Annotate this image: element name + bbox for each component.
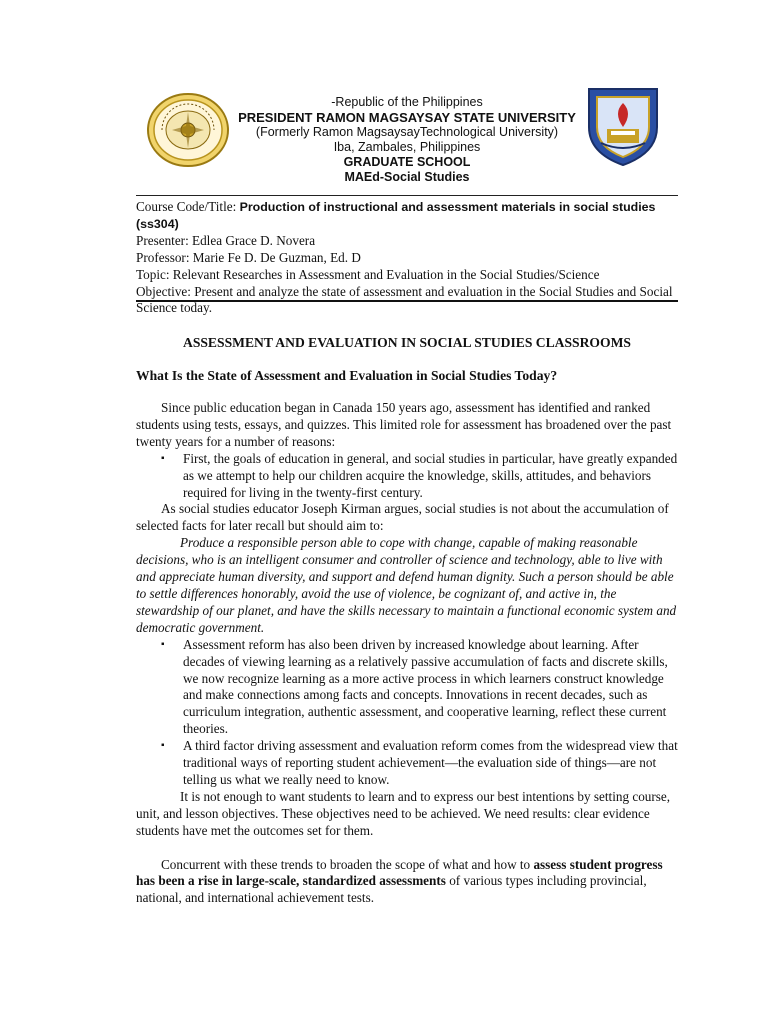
republic-line: -Republic of the Philippines <box>331 95 483 109</box>
professor-line: Professor: Marie Fe D. De Guzman, Ed. D <box>136 249 361 265</box>
university-name: PRESIDENT RAMON MAGSAYSAY STATE UNIVERSITY <box>238 110 576 125</box>
header-divider <box>136 195 678 196</box>
paragraph-3: It is not enough to want students to learn and to express our best intentions by setting course, unit, and lesson objectives. These objectives need to be achieved. We need results: clear evidence students have met the outcomes set for them. <box>136 788 671 838</box>
bullet-list-2 <box>136 637 681 789</box>
university-seal-logo <box>146 92 230 168</box>
graduate-school-shield-logo <box>583 83 663 167</box>
school-name: GRADUATE SCHOOL <box>343 155 471 169</box>
presenter-line: Presenter: Edlea Grace D. Novera <box>136 232 316 248</box>
program-name: MAEd-Social Studies <box>344 170 470 184</box>
bullet-icon: ▪ <box>161 740 165 752</box>
letterhead <box>232 95 582 185</box>
paragraph-2: As social studies educator Joseph Kirman argues, social studies is not about the accumulation of selected facts for later recall but should aim to: <box>136 501 669 534</box>
bullet-item-2 <box>136 637 681 738</box>
kirman-quote: Produce a responsible person able to cope with change, capable of making reasonable decisions, who is an intelligent consumer and controller of science and technology, able to live with and appreciate human diversity, and support and defend human dignity. Such a person should be able to settle differences honorably, avoid the use of violence, be cognizant of, and active in, the stewardship of our planet, and have the skills necessary to maintain a functional economic system and democratic government. <box>136 535 677 635</box>
paragraph-4 <box>136 857 681 908</box>
document-body <box>136 400 681 907</box>
document-title: ASSESSMENT AND EVALUATION IN SOCIAL STUDIES CLASSROOMS <box>183 335 631 350</box>
bullet-text-1: First, the goals of education in general, and social studies in particular, have greatly expanded as we attempt to help our children acquire the knowledge, skills, attitudes, and behaviors required for living in the twenty-first century. <box>183 450 678 500</box>
bullet-list-1 <box>136 451 681 502</box>
location-line: Iba, Zambales, Philippines <box>333 140 481 154</box>
bullet-icon: ▪ <box>161 452 165 464</box>
formerly-line: (Formerly Ramon MagsaysayTechnological University) <box>255 125 559 139</box>
course-title: Production of instructional and assessment materials in social studies (ss304) <box>136 200 656 231</box>
course-line <box>136 199 681 233</box>
paragraph-gap <box>136 840 681 857</box>
course-label: Course Code/Title: <box>136 199 240 214</box>
bullet-text-2: Assessment reform has also been driven by increased knowledge about learning. After decades of viewing learning as a relatively passive accumulation of facts and discrete skills, we now recognize learning as a more active process in which learners construct knowledge and make connections among facts and concepts. Innovations in recent decades, such as curriculum integration, authentic assessment, and cooperative learning, reflect these current theories. <box>183 636 668 737</box>
bullet-item-1 <box>136 451 681 502</box>
paragraph-4-start: Concurrent with these trends to broaden the scope of what and how to <box>161 856 534 872</box>
bullet-text-3: A third factor driving assessment and evaluation reform comes from the widespread view that traditional ways of reporting student achievement—the evaluation side of things—are not telling us what we really need to know. <box>183 738 678 787</box>
paragraph-4-end: of various types including provincial, national, and international achievement tests. <box>136 873 647 906</box>
bullet-icon: ▪ <box>161 638 165 650</box>
info-divider <box>136 300 678 302</box>
bullet-item-3 <box>136 738 681 789</box>
paragraph-1: Since public education began in Canada 150 years ago, assessment has identified and ranked students using tests, essays, and quizzes. This limited role for assessment has broadened over the past twenty years for a number of reasons: <box>136 400 672 449</box>
section-heading: What Is the State of Assessment and Evaluation in Social Studies Today? <box>136 368 558 383</box>
objective-line: Objective: Present and analyze the state of assessment and evaluation in the Social Studies and Social Science today. <box>136 283 673 316</box>
topic-line: Topic: Relevant Researches in Assessment and Evaluation in the Social Studies/Science <box>136 266 600 282</box>
paragraph-4-emphasis: assess student progress has been a rise in large-scale, standardized assessments <box>136 856 663 889</box>
